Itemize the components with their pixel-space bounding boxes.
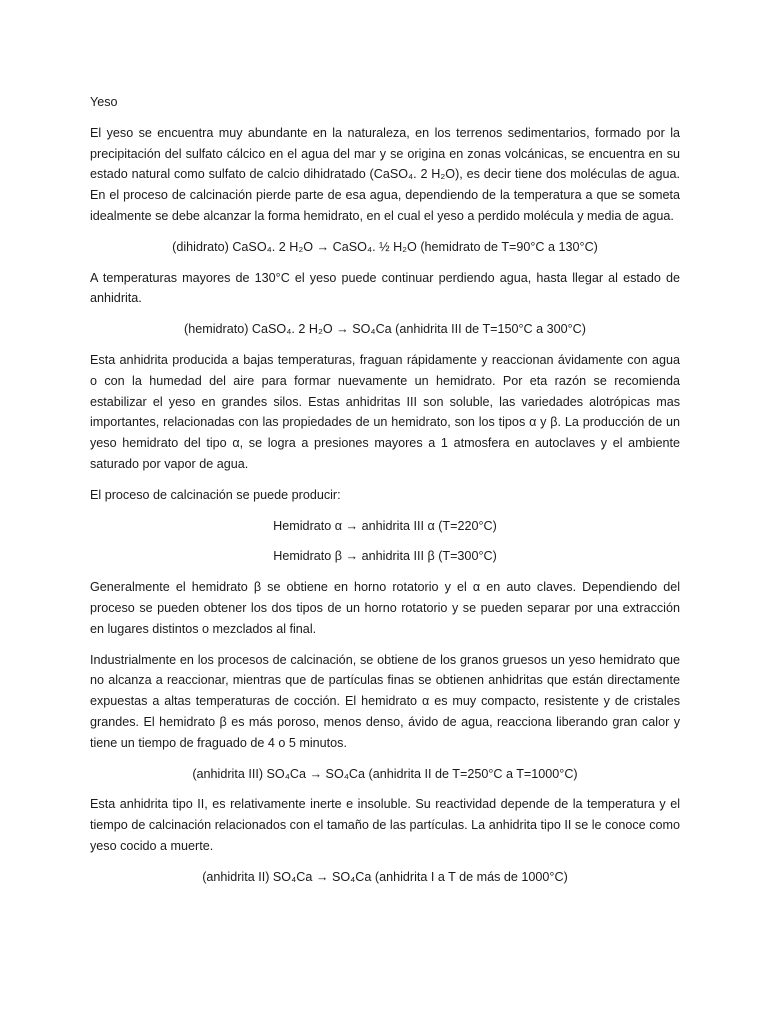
- paragraph-generalmente: Generalmente el hemidrato β se obtiene en horno rotatorio y el α en auto claves. Dependiendo del proceso se pueden obtener los dos tipos de un horno rotatorio y se pueden separar por una extracción en lugares distintos o mezclados al final.: [90, 580, 680, 636]
- document-body: [90, 92, 680, 898]
- paragraph-anhidrita-ii: Esta anhidrita tipo II, es relativamente inerte e insoluble. Su reactividad depende de la temperatura y el tiempo de calcinación relacionados con el tamaño de las partículas. La anhidrita tipo II se le conoce como yeso cocido a muerte.: [90, 797, 680, 853]
- equation-hemidrato: (hemidrato) CaSO₄. 2 H₂O → SO₄Ca (anhidrita III de T=150°C a 300°C): [184, 322, 586, 337]
- equation-anhidrita-ii: (anhidrita II) SO₄Ca → SO₄Ca (anhidrita I a T de más de 1000°C): [202, 869, 568, 884]
- paragraph-industrialmente: Industrialmente en los procesos de calcinación, se obtiene de los granos gruesos un yeso hemidrato que no alcanza a reaccionar, mientras que de partículas finas se obtienen anhidritas que están directamente expuestas a altas temperaturas de cocción. El hemidrato α es muy compacto, resistente y de cristales grandes. El hemidrato β es más poroso, menos denso, ávido de agua, reacciona liberando gran calor y tiene un tiempo de fraguado de 4 o 5 minutos.: [90, 652, 680, 750]
- equation-anhidrita-iii: (anhidrita III) SO₄Ca → SO₄Ca (anhidrita II de T=250°C a T=1000°C): [192, 766, 578, 781]
- paragraph-anhidrita-iii: Esta anhidrita producida a bajas temperaturas, fraguan rápidamente y reaccionan ávidamente con agua o con la humedad del aire para formar nuevamente un hemidrato. Por eta razón se recomienda estabilizar el yeso en grandes silos. Estas anhidritas III son soluble, las variedades alotrópicas mas importantes, relacionadas con las propiedades de un hemidrato, son los tipos α y β. La producción de un yeso hemidrato del tipo α, se logra a presiones mayores a 1 atmosfera en autoclaves y el ambiente saturado por vapor de agua.: [90, 352, 680, 471]
- paragraph-temperaturas: A temperaturas mayores de 130°C el yeso puede continuar perdiendo agua, hasta llegar al estado de anhidrita.: [90, 270, 680, 306]
- document-title: Yeso: [90, 95, 118, 109]
- paragraph-proceso: El proceso de calcinación se puede producir:: [90, 487, 341, 502]
- equation-dihidrato: (dihidrato) CaSO₄. 2 H₂O → CaSO₄. ½ H₂O (hemidrato de T=90°C a 130°C): [172, 239, 598, 254]
- paragraph-intro: El yeso se encuentra muy abundante en la naturaleza, en los terrenos sedimentarios, formado por la precipitación del sulfato cálcico en el agua del mar y se origina en zonas volcánicas, se encuentra en su estado natural como sulfato de calcio dihidratado (CaSO₄. 2 H₂O), es decir tiene dos moléculas de agua. En el proceso de calcinación pierde parte de esa agua, dependiendo de la temperatura a que se someta idealmente se debe alcanzar la forma hemidrato, en el cual el yeso a perdido molécula y media de agua.: [90, 125, 680, 223]
- equation-hemidrato-alpha: Hemidrato α → anhidrita III α (T=220°C): [273, 518, 497, 533]
- equation-hemidrato-beta: Hemidrato β → anhidrita III β (T=300°C): [273, 549, 497, 564]
